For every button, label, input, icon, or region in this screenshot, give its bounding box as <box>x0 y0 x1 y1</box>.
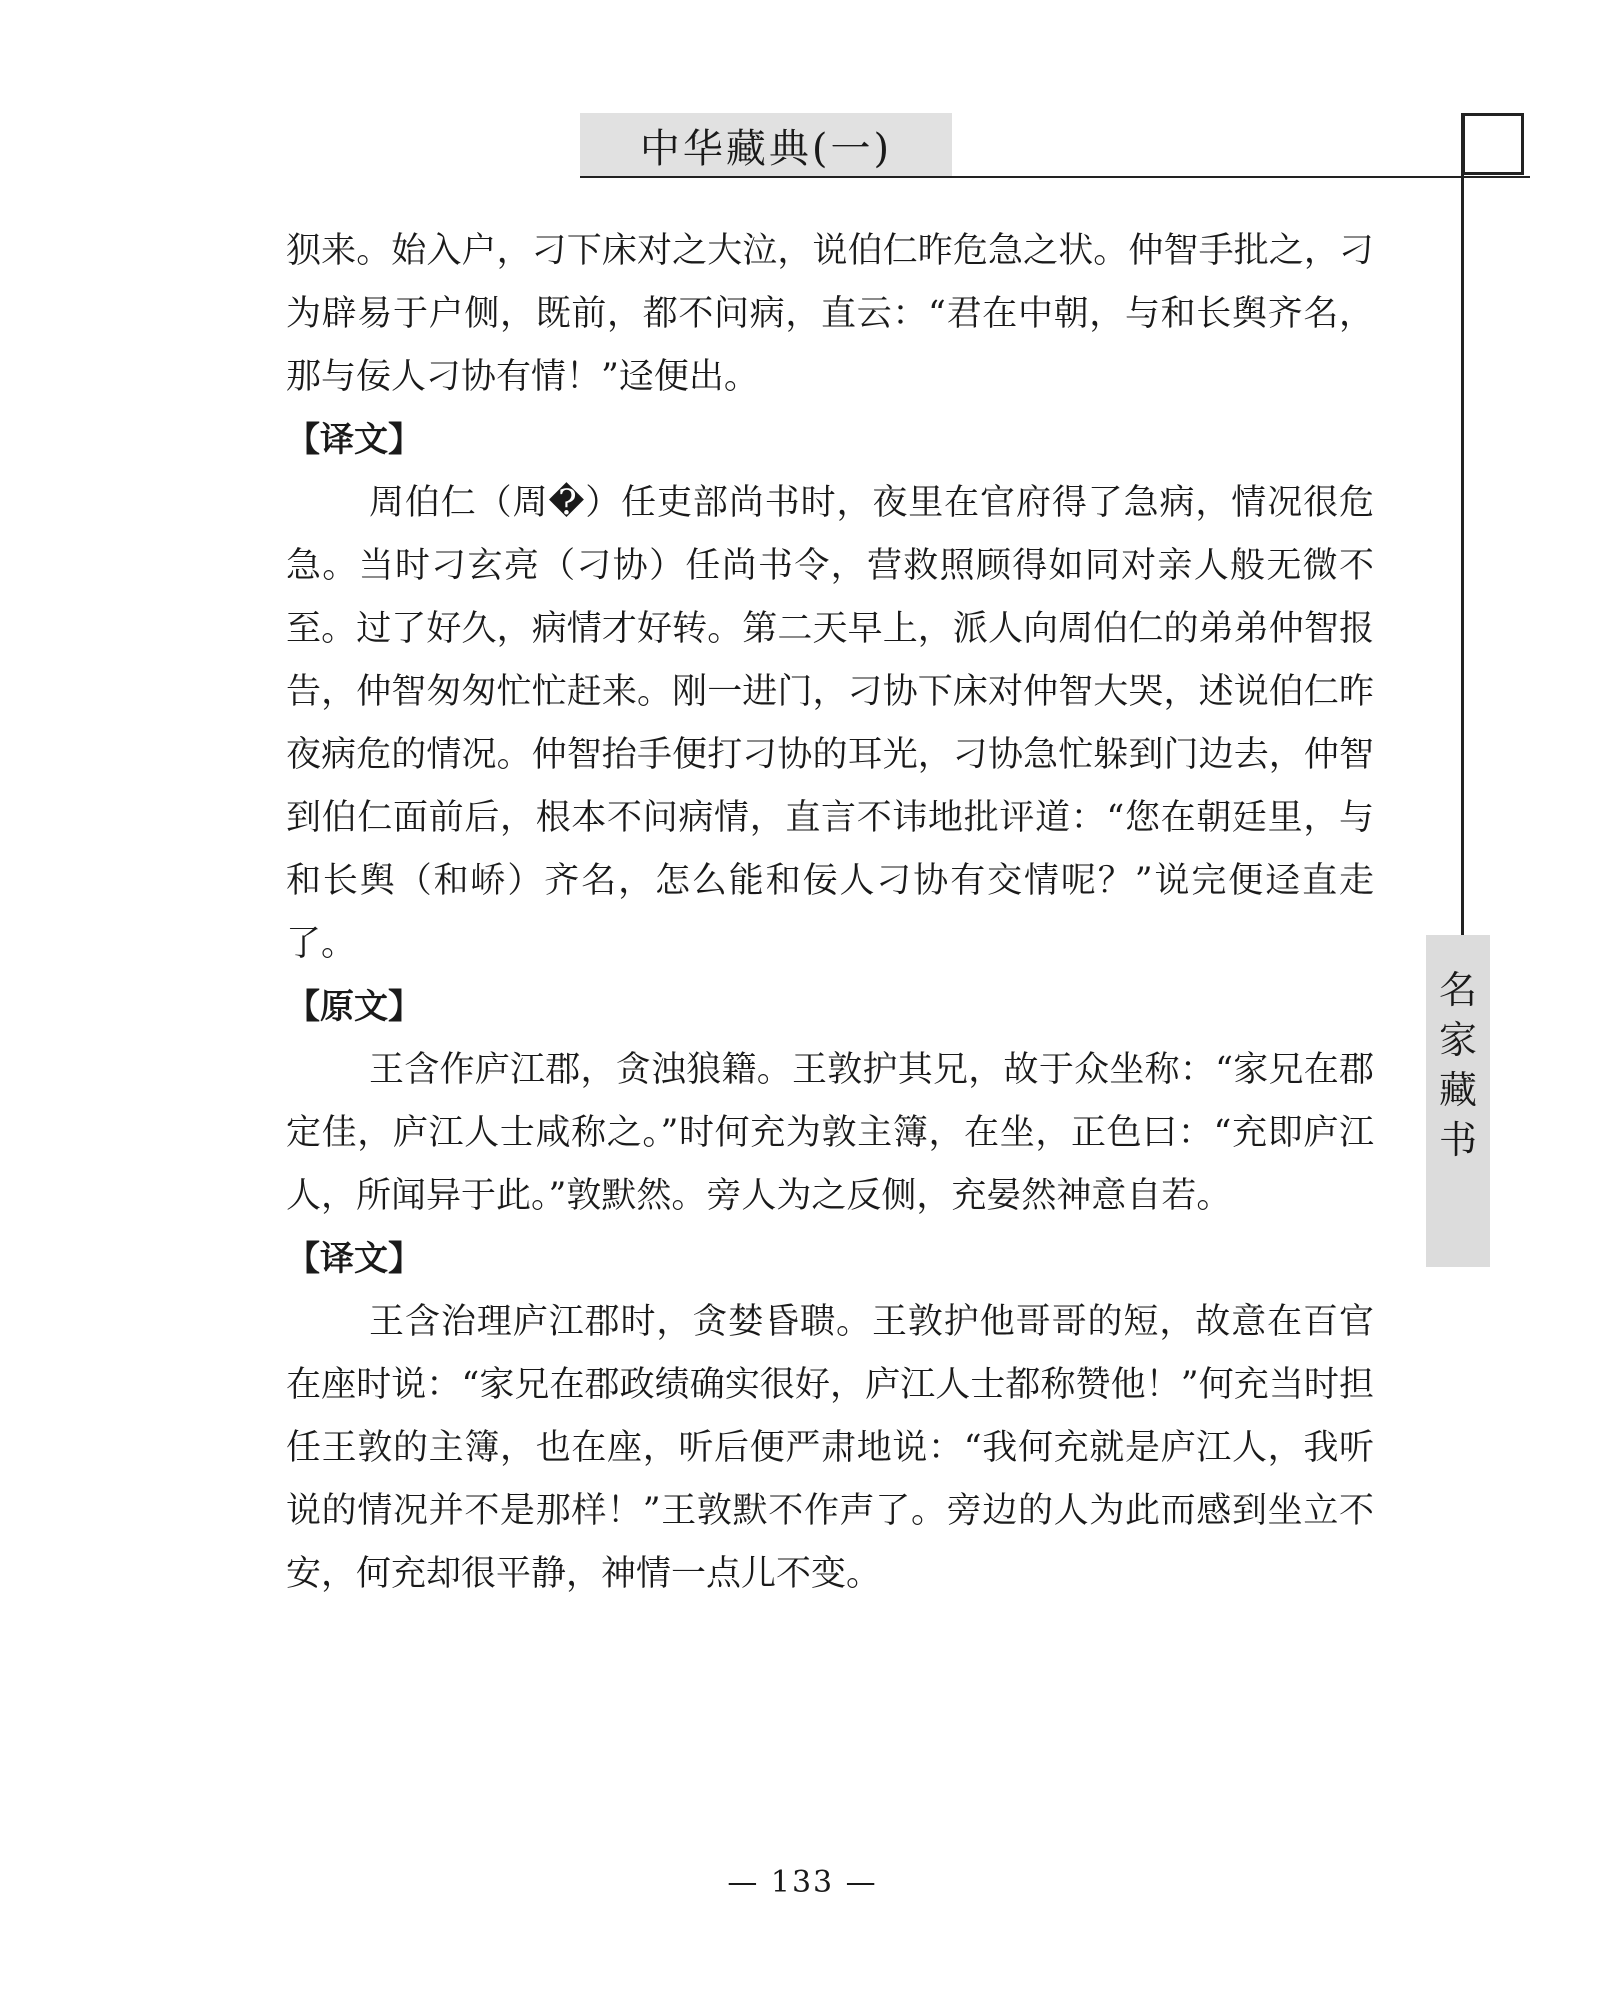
paragraph: 狈来。始入户，刁下床对之大泣，说伯仁昨危急之状。仲智手批之，刁为辟易于户侧，既前，都不问病，直云：“君在中朝，与和长舆齐名，那与佞人刁协有情！”迳便出。 <box>286 231 1374 397</box>
paragraph: 王含作庐江郡，贪浊狼籍。王敦护其兄，故于众坐称：“家兄在郡定佳，庐江人士咸称之。”时何充为敦主簿，在坐，正色曰：“充即庐江人，所闻异于此。”敦默然。旁人为之反侧，充晏然神意自若。 <box>286 1050 1374 1216</box>
side-tab-label: 名家藏书 <box>1438 968 1477 1162</box>
section-heading: 【译文】 <box>286 1239 422 1279</box>
side-tab <box>1426 935 1490 1267</box>
corner-square <box>1462 113 1524 175</box>
section-heading: 【译文】 <box>286 420 422 460</box>
header-title: 中华藏典(一) <box>639 125 893 172</box>
side-rule <box>1461 113 1464 939</box>
page-number: — 133 — <box>727 1865 878 1900</box>
header-rule <box>580 176 1530 178</box>
running-header <box>580 113 952 177</box>
page-body <box>286 220 1374 1606</box>
paragraph: 王含治理庐江郡时，贪婪昏聩。王敦护他哥哥的短，故意在百官在座时说：“家兄在郡政绩确实很好，庐江人士都称赞他！”何充当时担任王敦的主簿，也在座，听后便严肃地说：“我何充就是庐江人，我听说的情况并不是那样！”王敦默不作声了。旁边的人为此而感到坐立不安，何充却很平静，神情一点儿不变。 <box>286 1302 1374 1594</box>
section-heading: 【原文】 <box>286 987 422 1027</box>
paragraph: 周伯仁（周�）任吏部尚书时，夜里在官府得了急病，情况很危急。当时刁玄亮（刁协）任尚书令，营救照顾得如同对亲人般无微不至。过了好久，病情才好转。第二天早上，派人向周伯仁的弟弟仲智报告，仲智匆匆忙忙赶来。刚一进门，刁协下床对仲智大哭，述说伯仁昨夜病危的情况。仲智抬手便打刁协的耳光，刁协急忙躲到门边去，仲智到伯仁面前后，根本不问病情，直言不讳地批评道：“您在朝廷里，与和长舆（和峤）齐名，怎么能和佞人刁协有交情呢？”说完便迳直走了。 <box>286 483 1374 964</box>
